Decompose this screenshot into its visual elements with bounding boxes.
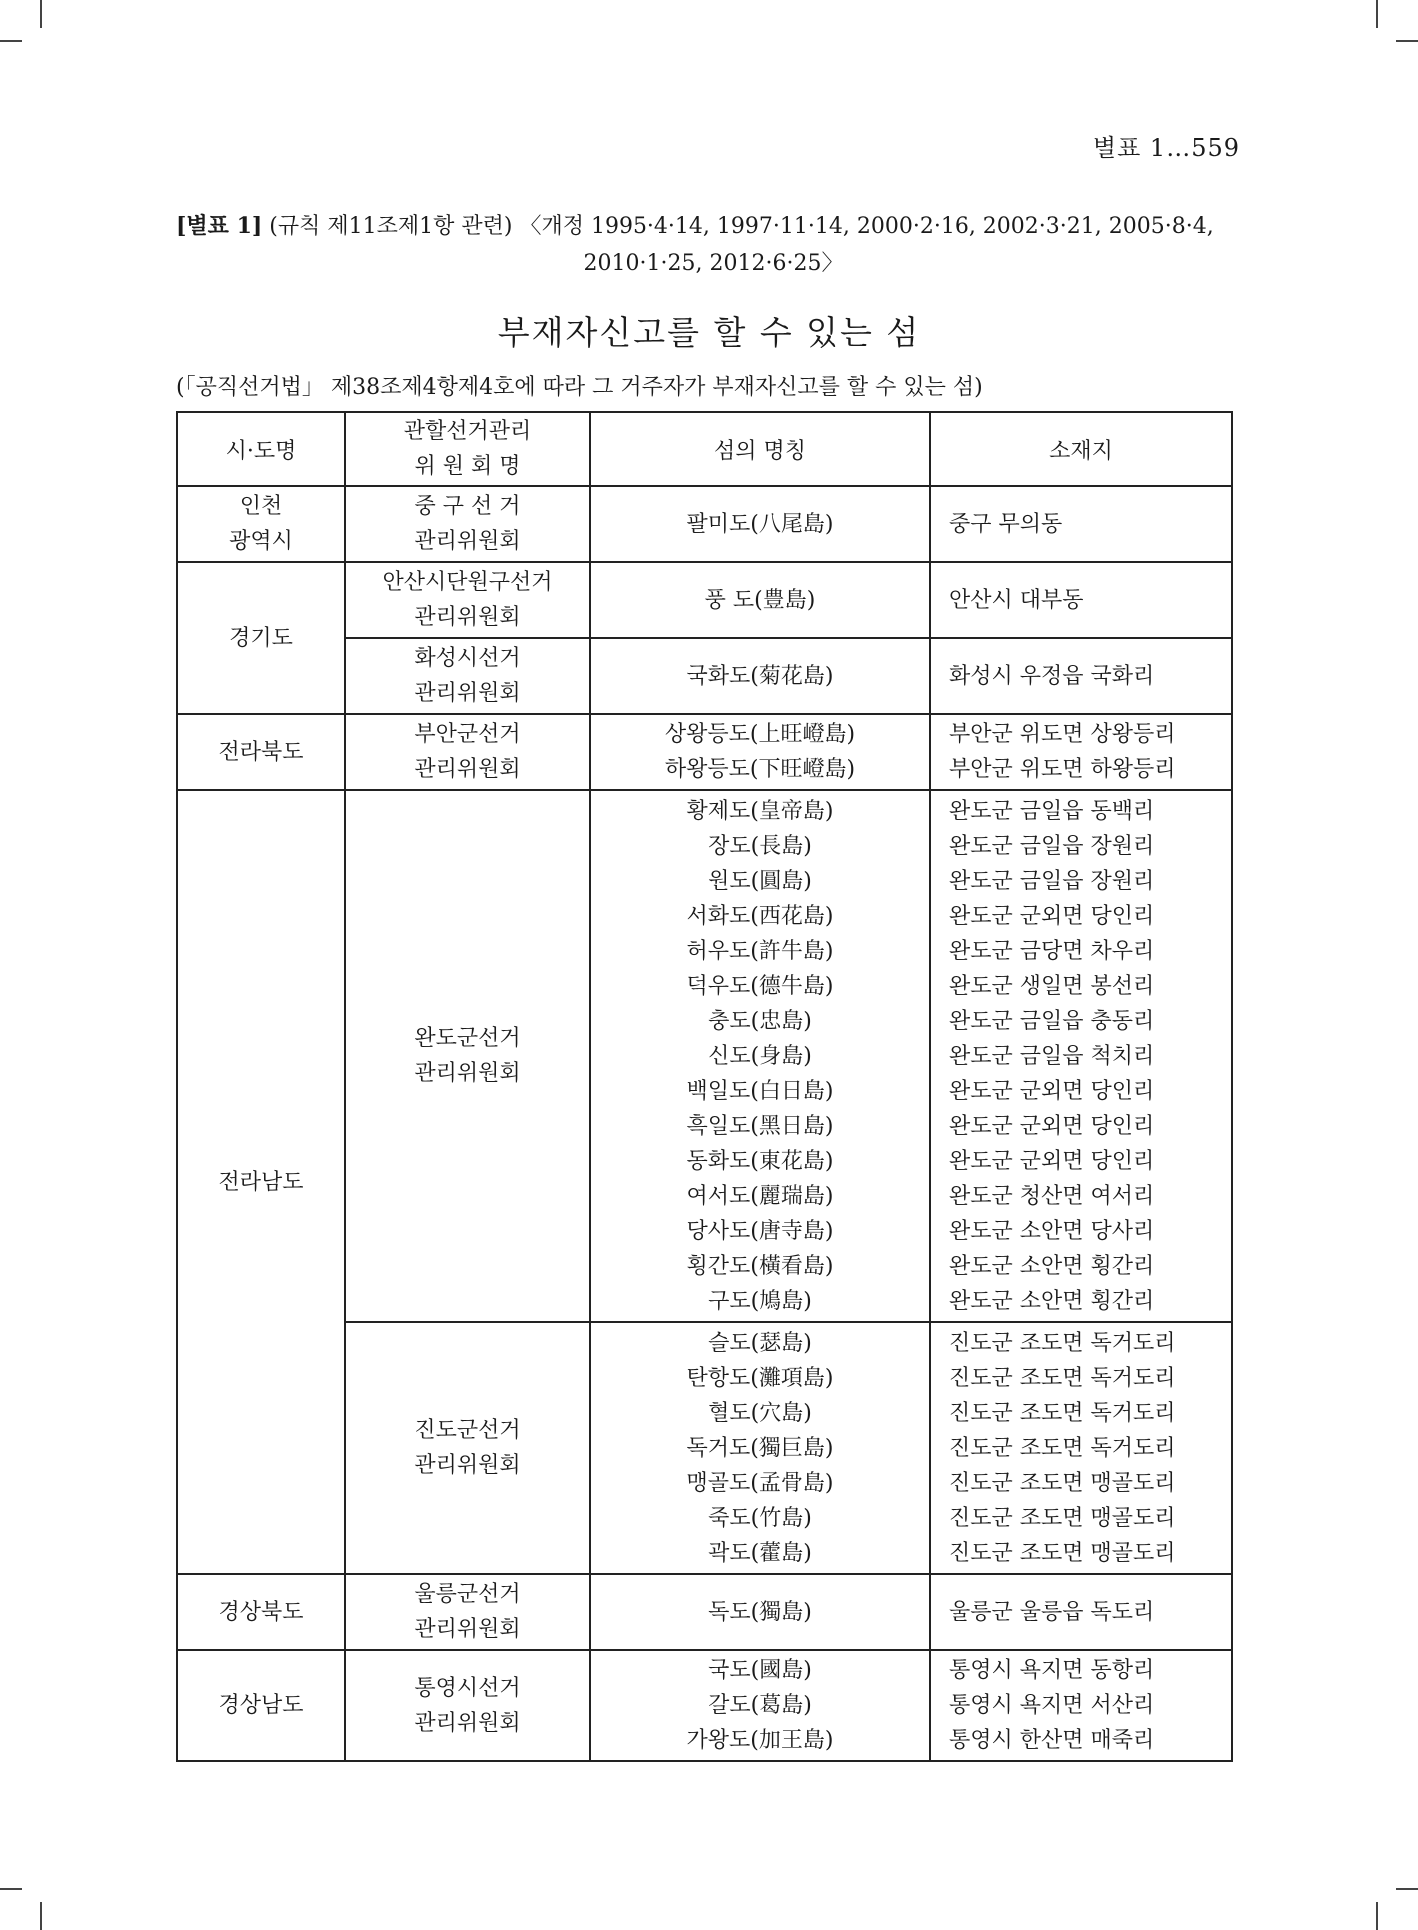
table-row [177,486,1232,562]
cell-line: 인천 [239,494,283,519]
cell-line: 관리위원회 [414,1061,521,1086]
cell-line: 화성시 우정읍 국화리 [949,663,1155,689]
cell-line: 완도군 군외면 당인리 [949,903,1155,929]
cell-line: 완도군 금일읍 충동리 [949,1008,1155,1034]
cell-line: 흑일도(黑日島) [686,1113,834,1139]
island-cell [590,1322,930,1574]
province-cell [177,714,345,790]
cell-line: 완도군 소안면 횡간리 [949,1253,1155,1279]
cell-line: 구도(鳩島) [708,1288,812,1314]
location-cell [930,1650,1232,1761]
cell-line: 진도군 조도면 독거도리 [949,1400,1176,1426]
cell-line: 동화도(東花島) [686,1148,834,1174]
cell-line: 장도(長島) [708,833,812,859]
cell-line: 완도군 금일읍 척치리 [949,1043,1155,1069]
cell-line: 독도(獨島) [708,1599,812,1625]
page-title: 부재자신고를 할 수 있는 섬 [497,313,921,352]
island-cell [590,562,930,638]
cell-line: 갈도(葛島) [708,1693,812,1718]
committee-cell [345,562,590,638]
cell-line: 완도군 군외면 당인리 [949,1148,1155,1174]
cell-line: 완도군 금일읍 장원리 [949,868,1155,894]
header-province: 시·도명 [177,412,345,486]
cell-line: 진도군 조도면 맹골도리 [949,1540,1176,1566]
location-cell [930,714,1232,790]
cell-line: 곽도(藿島) [708,1540,812,1566]
cell-line: 여서도(麗瑞島) [686,1183,834,1209]
province-cell [177,486,345,562]
cell-line: 화성시선거 [414,646,521,671]
island-cell [590,714,930,790]
table-row [177,714,1232,790]
province-cell [177,562,345,714]
cell-line: 완도군 소안면 당사리 [949,1218,1155,1244]
cell-line: 진도군 조도면 독거도리 [949,1435,1176,1461]
header-island: 섬의 명칭 [590,412,930,486]
table-row [177,790,1232,1322]
table-header-row [177,412,1232,486]
cell-line: 완도군 소안면 횡간리 [949,1288,1155,1314]
cell-line: 백일도(白日島) [686,1078,834,1104]
cell-line: 광역시 [229,529,293,554]
cell-line: 완도군 생일면 봉선리 [949,973,1155,999]
cell-line: 덕우도(德牛島) [686,973,834,999]
header-committee: 관할선거관리 위 원 회 명 [345,412,590,486]
province-cell [177,1650,345,1761]
table-row [177,1650,1232,1761]
cell-line: 울릉군 울릉읍 독도리 [949,1599,1155,1625]
island-cell [590,790,930,1322]
annex-line-2: 2010·1·25, 2012·6·25〉 [583,251,844,276]
cell-line: 관리위원회 [414,1710,521,1736]
page-subtitle: (「공직선거법」 제38조제4항제4호에 따라 그 거주자가 부재자신고를 할 수 있는 섬) [176,375,983,400]
header-location: 소재지 [930,412,1232,486]
cell-line: 하왕등도(下旺嶝島) [664,757,856,782]
cell-line: 안산시단원구선거 [382,570,553,595]
cell-line: 경기도 [229,625,293,651]
table-row [177,562,1232,638]
cell-line: 완도군 금일읍 동백리 [949,798,1155,824]
cell-line: 서화도(西花島) [686,903,834,929]
cell-line: 완도군선거 [414,1026,521,1051]
cell-line: 전라남도 [218,1169,304,1195]
cell-line: 진도군 조도면 맹골도리 [949,1505,1176,1531]
table-row [177,1574,1232,1650]
cell-line: 팔미도(八尾島) [686,511,834,537]
cell-line: 관리위원회 [414,1453,521,1478]
cell-line: 원도(圓島) [708,868,812,894]
cell-line: 허우도(許牛島) [686,938,834,964]
island-cell [590,1574,930,1650]
cell-line: 완도군 군외면 당인리 [949,1078,1155,1104]
cell-line: 죽도(竹島) [708,1505,812,1531]
annex-note [176,208,1241,282]
cell-line: 완도군 금일읍 장원리 [949,833,1155,859]
cell-line: 완도군 군외면 당인리 [949,1113,1155,1139]
cell-line: 관리위원회 [414,681,521,706]
annex-line-1: (규칙 제11조제1항 관련) 〈개정 1995·4·14, 1997·11·14, 2000·2·16, 2002·3·21, 2005·8·4, [269,214,1214,239]
cell-line: 국화도(菊花島) [686,663,834,689]
cell-line: 혈도(穴島) [708,1400,812,1426]
cell-line: 중 구 선 거 [414,494,521,519]
committee-cell [345,486,590,562]
cell-line: 부안군선거 [414,722,521,747]
committee-cell [345,1650,590,1761]
cell-line: 당사도(唐寺島) [686,1218,834,1244]
cell-line: 관리위원회 [414,605,521,630]
annex-label: [별표 1] [176,213,263,239]
island-cell [590,1650,930,1761]
cell-line: 울릉군선거 [414,1582,521,1607]
cell-line: 가왕도(加王島) [686,1728,834,1753]
location-cell [930,1322,1232,1574]
cell-line: 완도군 금당면 차우리 [949,938,1155,964]
cell-line: 관리위원회 [414,1617,521,1642]
committee-cell [345,714,590,790]
committee-cell [345,1574,590,1650]
page-header: 별표 1…559 [1092,134,1240,162]
cell-line: 신도(身島) [708,1043,812,1069]
cell-line: 진도군 조도면 맹골도리 [949,1470,1176,1496]
committee-cell [345,790,590,1322]
cell-line: 관리위원회 [414,529,521,554]
cell-line: 독거도(獨巨島) [686,1435,834,1461]
cell-line: 통영시 한산면 매죽리 [949,1728,1155,1753]
islands-table [176,411,1233,1762]
cell-line: 전라북도 [218,739,304,765]
cell-line: 경상남도 [218,1693,304,1718]
location-cell [930,1574,1232,1650]
location-cell [930,562,1232,638]
cell-line: 황제도(皇帝島) [686,798,834,824]
cell-line: 중구 무의동 [949,511,1063,537]
province-cell [177,1574,345,1650]
cell-line: 진도군선거 [414,1418,521,1443]
cell-line: 진도군 조도면 독거도리 [949,1365,1176,1391]
cell-line: 국도(國島) [708,1658,812,1683]
cell-line: 안산시 대부동 [949,587,1084,613]
island-cell [590,638,930,714]
cell-line: 통영시 욕지면 동항리 [949,1658,1155,1683]
cell-line: 완도군 청산면 여서리 [949,1183,1155,1209]
cell-line: 통영시선거 [414,1675,521,1701]
cell-line: 횡간도(橫看島) [686,1253,834,1279]
cell-line: 슬도(瑟島) [708,1330,812,1356]
location-cell [930,486,1232,562]
cell-line: 풍 도(豊島) [704,587,816,613]
cell-line: 진도군 조도면 독거도리 [949,1330,1176,1356]
cell-line: 맹골도(孟骨島) [686,1470,834,1496]
committee-cell [345,638,590,714]
cell-line: 탄항도(灘項島) [686,1365,834,1391]
island-cell [590,486,930,562]
cell-line: 부안군 위도면 상왕등리 [949,722,1176,747]
committee-cell [345,1322,590,1574]
cell-line: 통영시 욕지면 서산리 [949,1693,1155,1718]
cell-line: 부안군 위도면 하왕등리 [949,757,1176,782]
cell-line: 충도(忠島) [708,1008,812,1034]
cell-line: 상왕등도(上旺嶝島) [664,722,856,747]
location-cell [930,790,1232,1322]
cell-line: 관리위원회 [414,757,521,782]
cell-line: 경상북도 [218,1599,304,1625]
location-cell [930,638,1232,714]
province-cell [177,790,345,1574]
